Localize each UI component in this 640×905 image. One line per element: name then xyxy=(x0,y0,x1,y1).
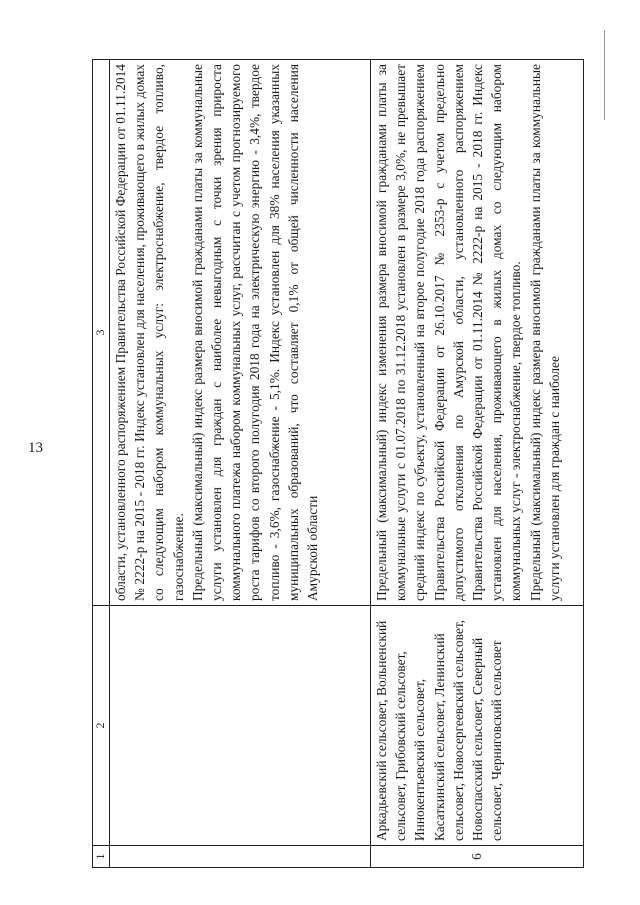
rotated-page-content xyxy=(92,60,578,868)
page-number: 13 xyxy=(28,440,43,456)
description-cell xyxy=(371,60,584,606)
table-row-continuation xyxy=(110,60,371,868)
header-cell-2: 2 xyxy=(93,606,110,846)
description-paragraph: Предельный (максимальный) индекс размера вносимой гражданами платы за коммунальные услуги установлен для граждан с наиболее невыгодным с точки зрения прироста коммунального платежа набором коммунальных услуг, рассчитан с учетом прогнозируемого роста тарифов со второго полугодия 2018 года на электрическую энергию - 3,4%, твердое топливо - 3,6%, газоснабжение - 5,1%. Индекс установлен для 38% населения указанных муниципальных образований, что составляет 0,1% от общей численности населения Амурской области xyxy=(189,64,321,601)
municipalities-cell: Аркадьевский сельсовет, Вольненский сельсовет, Грибовский сельсовет, Иннокентьевский сельсовет, Касаткинский сельсовет, Ленинский сельсовет, Новосергеевский сельсовет, Новоспасский сельсовет, Северный сельсовет, Черниговский сельсовет xyxy=(371,606,584,846)
description-paragraph: области, установленного распоряжением Правительства Российской Федерации от 01.11.2014 № 2222-р на 2015 - 2018 гг. Индекс установлен для населения, проживающего в жилых домах со следующим набором коммунальных услуг: электроснабжение, твердое топливо, газоснабжение. xyxy=(113,64,186,601)
header-cell-3: 3 xyxy=(93,60,110,606)
description-paragraph: Предельный (максимальный) индекс размера вносимой гражданами платы за коммунальные услуги установлен для граждан с наиболее xyxy=(527,64,562,601)
row-number-cell: 6 xyxy=(371,846,584,868)
scan-edge-mark xyxy=(604,30,605,120)
table-header-row xyxy=(93,60,110,868)
row-number-cell xyxy=(110,846,371,868)
description-paragraph: Предельный (максимальный) индекс изменения размера вносимой гражданами платы за коммунальные услуги с 01.07.2018 по 31.12.2018 установлен в размере 3,0%, не превышает средний индекс по субъекту, установленный на второе полугодие 2018 года распоряжением Правительства Российской Федерации от 26.10.2017 № 2353-р с учетом предельно допустимого отклонения по Амурской области, установленного распоряжением Правительства Российской Федерации от 01.11.2014 № 2222-р на 2015 - 2018 гг. Индекс установлен для населения, проживающего в жилых домах со следующим набором коммунальных услуг - электроснабжение, твердое топливо. xyxy=(374,64,524,601)
municipalities-cell xyxy=(110,606,371,846)
header-cell-1: 1 xyxy=(93,846,110,868)
table-row-6 xyxy=(371,60,584,868)
index-table xyxy=(92,59,584,868)
description-cell xyxy=(110,60,371,606)
